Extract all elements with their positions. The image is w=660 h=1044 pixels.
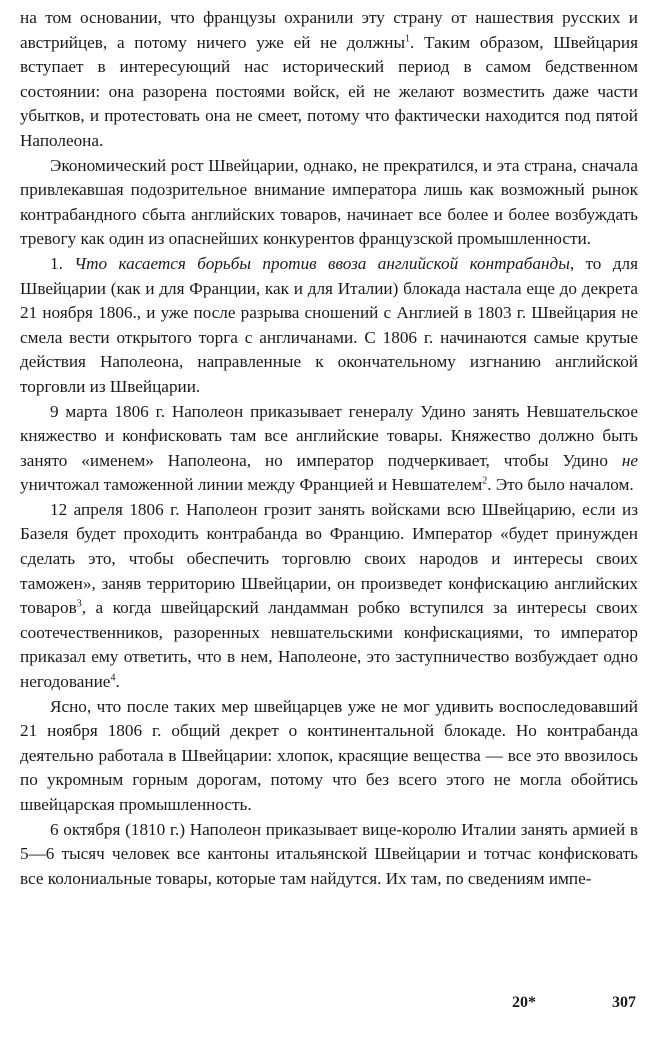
- paragraph: [20, 818, 638, 892]
- text-run: , то для Швейцарии (как и для Франции, как и для Италии) блокада настала еще до декрета 21 ноября 1806., и уже после разрыва сношений с Англией в 1803 г. Швейцария не смела вести открытого торга с англичанами. С 1806 г. начинаются самые крутые действия Наполеона, направленные к окончательному изгнанию английской торговли из Швейцарии.: [20, 253, 639, 396]
- text-run: 12 апреля 1806 г. Наполеон грозит занять войсками всю Швейцарию, если из Базеля будет проходить контрабанда во Францию. Император «будет принужден сделать это, чтобы обеспечить торговлю своих народов и интересы своих таможен», заняв территорию Швейцарии, он произведет конфискацию английских товаров: [20, 499, 638, 618]
- text-run: .: [115, 672, 120, 692]
- paragraph: [20, 154, 638, 252]
- emphasized-text: не: [621, 450, 638, 470]
- paragraph: [20, 6, 638, 154]
- footnote-marker: 4: [110, 672, 116, 684]
- footnote-marker: 2: [482, 475, 488, 487]
- page-number: 307: [612, 994, 636, 1011]
- document-body: [20, 6, 638, 891]
- footnote-marker: 1: [405, 32, 410, 44]
- paragraph: [20, 252, 638, 400]
- emphasized-text: Что касается борьбы против ввоза английской контрабанды: [74, 253, 570, 273]
- paragraph: [20, 400, 638, 498]
- text-run: 9 марта 1806 г. Наполеон приказывает генералу Удино занять Невшательское княжество и конфисковать там все английские товары. Княжество должно быть занято «именем» Наполеона, но император подчеркивает, чтобы Удино: [20, 401, 638, 470]
- page-footer: [20, 994, 638, 1020]
- paragraph: [20, 695, 638, 818]
- text-run: 1.: [50, 253, 75, 273]
- text-run: Экономический рост Швейцарии, однако, не прекратился, и эта страна, сначала привлекавшая подозрительное внимание императора лишь как возможный рынок контрабандного сбыта английских товаров, начинает все более и более возбуждать тревогу как один из опаснейших конкурентов французской промышленности.: [20, 155, 638, 249]
- text-run: . Это было началом.: [487, 475, 634, 495]
- text-run: уничтожал таможенной линии между Францией и Невшателем: [20, 475, 483, 495]
- footnote-marker: 3: [76, 598, 82, 610]
- text-run: . Таким образом, Швейцария вступает в интересующий нас исторический период в самом бедственном состоянии: она разорена постоями войск, ей не желают возместить даже части убытков, и протестовать она не смеет, потому что фактически находится под пятой Наполеона.: [20, 32, 638, 150]
- text-run: , а когда швейцарский ландамман робко вступился за интересы своих соотечественников, разоренных невшательскими конфискациями, то император приказал ему ответить, что в нем, Наполеоне, это заступничество возбуждает одно негодование: [20, 598, 638, 692]
- text-run: Ясно, что после таких мер швейцарцев уже не мог удивить воспоследовавший 21 ноября 1806 г. общий декрет о континентальной блокаде. Но контрабанда деятельно работала в Швейцарии: хлопок, красящие вещества — все это ввозилось по укромным горным дорогам, потому что без всего этого не могла обойтись швейцарская промышленность.: [20, 696, 638, 814]
- paragraph: [20, 498, 638, 695]
- text-run: 6 октября (1810 г.) Наполеон приказывает вице-королю Италии занять армией в 5—6 тысяч человек все кантоны итальянской Швейцарии и тотчас конфисковать все колониальные товары, которые там найдутся. Их там, по сведениям импе-: [20, 819, 638, 888]
- printer-signature-mark: 20*: [512, 994, 536, 1011]
- text-run: на том основании, что французы охранили эту страну от нашествия русских и австрийцев, а потому ничего уже ей не должны: [20, 8, 638, 52]
